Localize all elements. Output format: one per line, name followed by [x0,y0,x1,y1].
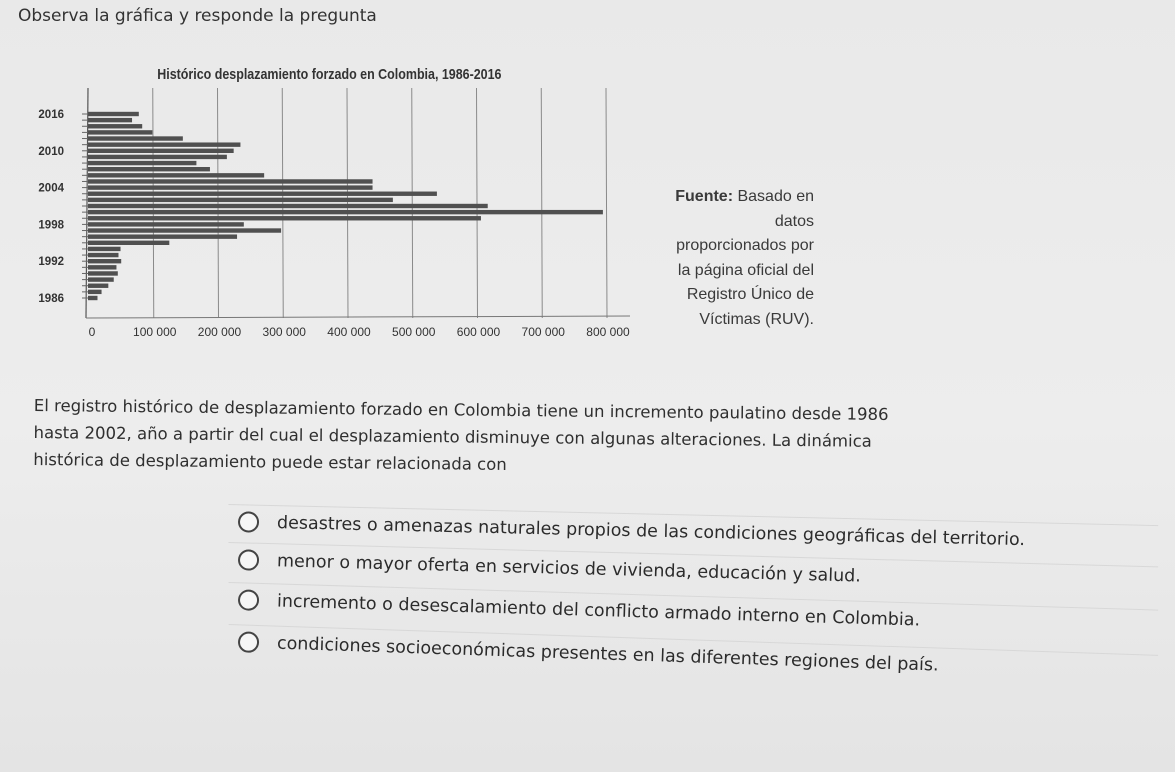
bar [88,296,97,300]
bar [88,234,237,238]
bar [88,259,121,263]
bar [88,216,481,220]
source-note [672,185,814,332]
radio-button-icon[interactable] [238,631,260,653]
x-tick-label: 600 000 [456,325,501,339]
gridline [541,88,542,318]
gridline [606,88,607,318]
answer-options [228,498,1158,676]
radio-button-icon[interactable] [238,511,259,532]
bar [88,124,142,128]
source-label: Fuente: [675,188,734,205]
bar [88,265,116,269]
bar [88,155,227,159]
option-label: desastres o amenazas naturales propios de las condiciones geográficas del territorio. [276,512,1026,550]
bar [88,290,102,294]
bar [88,136,183,140]
gridline [477,88,478,318]
x-tick-label: 700 000 [521,325,565,339]
bar [88,112,139,116]
gridline [282,88,283,318]
y-tick-label: 2016 [38,109,64,121]
gridline [347,88,348,318]
bar [88,192,437,196]
x-tick-label: 400 000 [327,325,371,339]
option-label: incremento o desescalamiento del conflicto armado interno en Colombia. [276,590,921,631]
bar [88,247,121,251]
x-tick-label: 800 000 [586,325,630,339]
x-tick-label: 0 [88,325,96,339]
bar [88,149,234,153]
gridline [153,88,154,318]
gridline [218,88,219,318]
bar [88,167,210,171]
bar [88,118,132,122]
bar [88,130,152,134]
gridline [412,88,413,318]
chart-title: Histórico desplazamiento forzado en Colombia, 1986-2016 [157,66,502,83]
bar [88,284,108,288]
y-axis-line [86,88,88,318]
bar [88,228,281,232]
displacement-bar-chart [0,0,700,380]
radio-button-icon[interactable] [238,549,260,571]
y-tick-label: 2010 [38,145,64,158]
option-label: condiciones socioeconómicas presentes en las diferentes regiones del país. [276,633,939,676]
x-tick-label: 500 000 [392,325,436,339]
bar [88,210,603,214]
x-tick-label: 300 000 [262,325,306,339]
question-text: El registro histórico de desplazamiento forzado en Colombia tiene un incremento paulatino desde 1986 hasta 2002, año a partir del cual el desplazamiento disminuye con algunas alteraciones. La dinámica histórica de desplazamiento puede estar relacionada con [33,395,889,474]
source-text: Basado en datos proporcionados por la página oficial del Registro Único de Víctimas (RUV). [676,188,814,328]
radio-button-icon[interactable] [238,589,260,611]
y-tick-label: 2004 [38,182,64,195]
bar [88,142,240,146]
bar [88,271,118,275]
bar [88,222,244,226]
bar [88,161,196,165]
x-tick-label: 100 000 [133,325,177,339]
bar [88,198,393,202]
bar [88,185,373,189]
y-tick-label: 1992 [38,256,64,269]
bar [88,173,264,177]
y-tick-label: 1998 [38,219,64,232]
x-tick-label: 200 000 [197,325,242,339]
bar [88,241,169,245]
option-label: menor o mayor oferta en servicios de vivienda, educación y salud. [276,550,862,587]
bar [88,253,118,257]
y-tick-label: 1986 [38,293,64,305]
bar [88,277,114,281]
x-axis-line [86,316,630,318]
bar [88,179,373,183]
instruction-text: Observa la gráfica y responde la pregunta [18,6,377,26]
bar [88,204,488,208]
